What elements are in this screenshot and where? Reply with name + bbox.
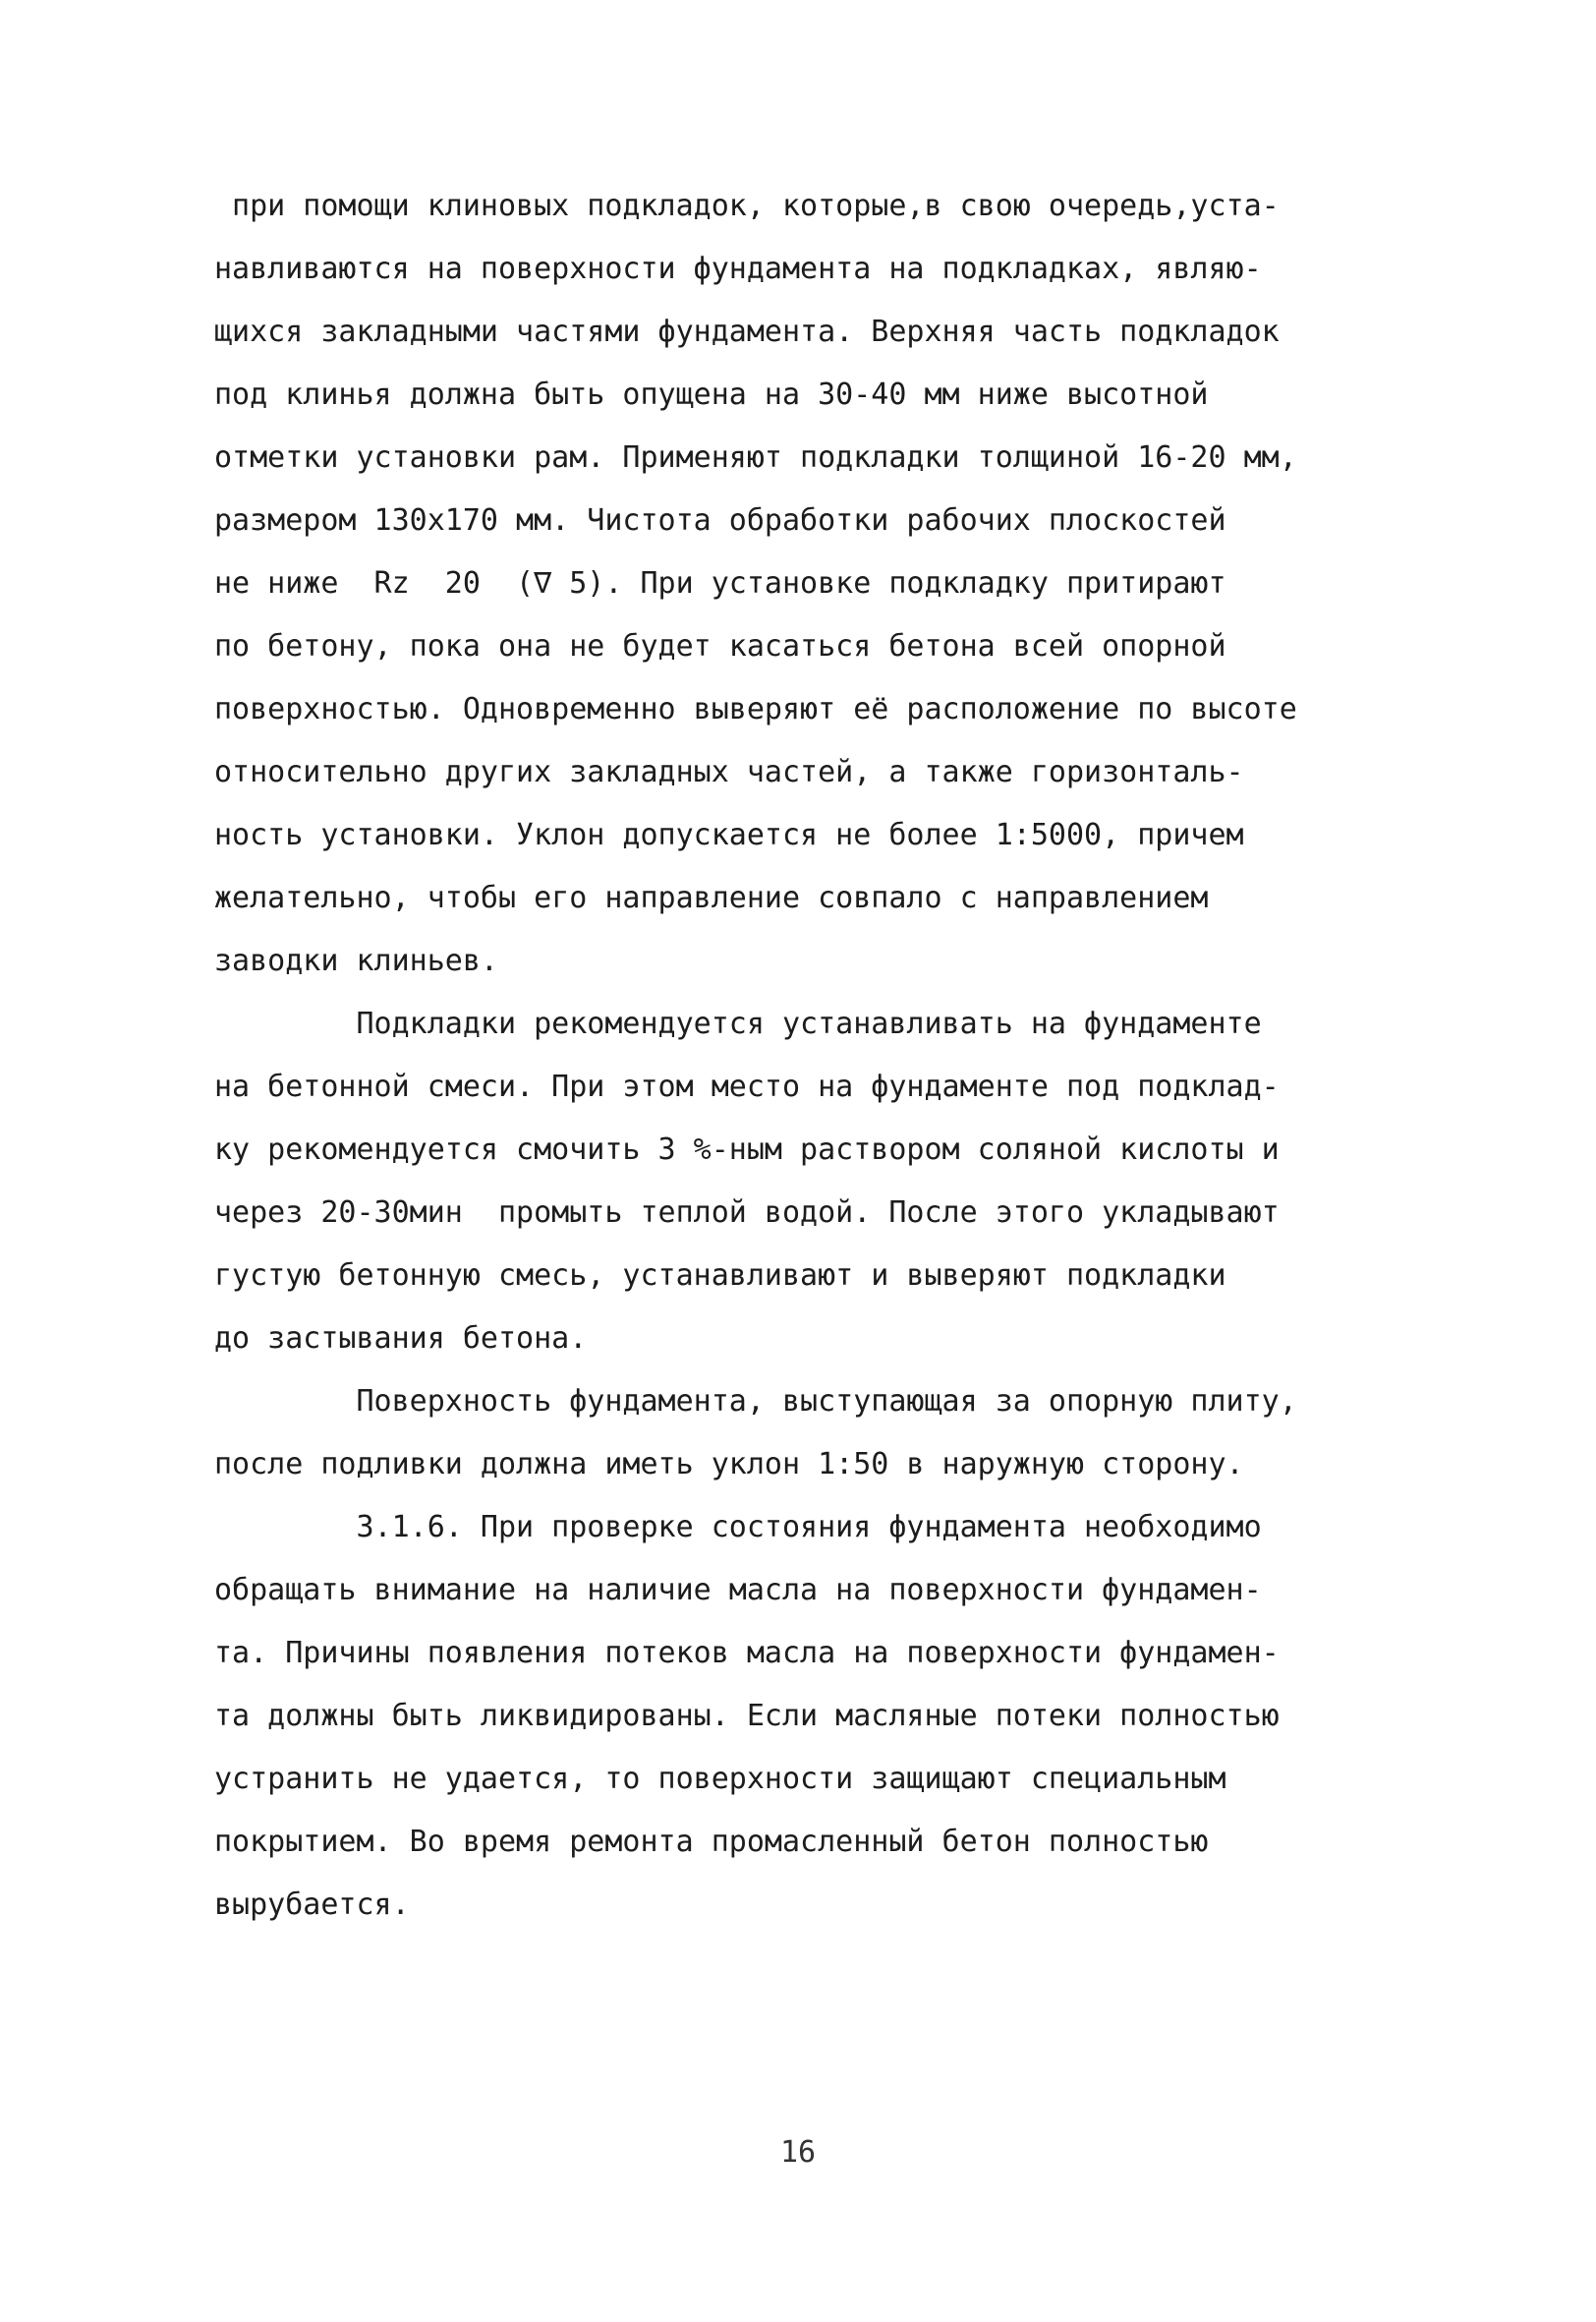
text-line: до застывания бетона. (214, 1321, 588, 1356)
text-line: покрытием. Во время ремонта промасленный бетон полностью (214, 1825, 1209, 1859)
text-line: отметки установки рам. Применяют подкладки толщиной 16-20 мм, (214, 440, 1297, 475)
body-text (214, 175, 1433, 1937)
text-line: Поверхность фундамента, выступающая за опорную плиту, (214, 1384, 1297, 1419)
text-line: заводки клиньев. (214, 944, 498, 978)
text-line: обращать внимание на наличие масла на поверхности фундамен- (214, 1573, 1262, 1607)
text-line: вырубается. (214, 1887, 410, 1922)
text-line: размером 130х170 мм. Чистота обработки рабочих плоскостей (214, 503, 1226, 538)
text-line: навливаются на поверхности фундамента на подкладках, являю- (214, 252, 1262, 286)
text-line: поверхностью. Одновременно выверяют её расположение по высоте (214, 692, 1297, 726)
text-line: щихся закладными частями фундамента. Верхняя часть подкладок (214, 315, 1280, 349)
text-line: под клинья должна быть опущена на 30-40 мм ниже высотной (214, 377, 1209, 412)
page-number: 16 (779, 2135, 817, 2170)
text-line: ку рекомендуется смочить 3 %-ным раствором соляной кислоты и (214, 1132, 1280, 1167)
text-line: по бетону, пока она не будет касаться бетона всей опорной (214, 629, 1226, 664)
text-line: устранить не удается, то поверхности защищают специальным (214, 1762, 1226, 1796)
text-line: та. Причины появления потеков масла на поверхности фундамен- (214, 1636, 1280, 1670)
text-line: не ниже Rz 20 (∇ 5). При установке подкладку притирают (214, 566, 1226, 601)
text-line: та должны быть ликвидированы. Если масляные потеки полностью (214, 1699, 1280, 1733)
text-line: желательно, чтобы его направление совпало с направлением (214, 881, 1209, 915)
text-line: через 20-30мин промыть теплой водой. После этого укладывают (214, 1195, 1280, 1230)
text-line: ность установки. Уклон допускается не более 1:5000, причем (214, 818, 1244, 852)
text-line: при помощи клиновых подкладок, которые,в свою очередь,уста- (214, 189, 1280, 223)
text-line: Подкладки рекомендуется устанавливать на фундаменте (214, 1007, 1262, 1041)
text-line: после подливки должна иметь уклон 1:50 в наружную сторону. (214, 1447, 1244, 1481)
text-line: густую бетонную смесь, устанавливают и выверяют подкладки (214, 1258, 1226, 1293)
text-line: 3.1.6. При проверке состояния фундамента необходимо (214, 1510, 1262, 1544)
text-line: относительно других закладных частей, а также горизонталь- (214, 755, 1244, 789)
text-line: на бетонной смеси. При этом место на фундаменте под подклад- (214, 1070, 1280, 1104)
